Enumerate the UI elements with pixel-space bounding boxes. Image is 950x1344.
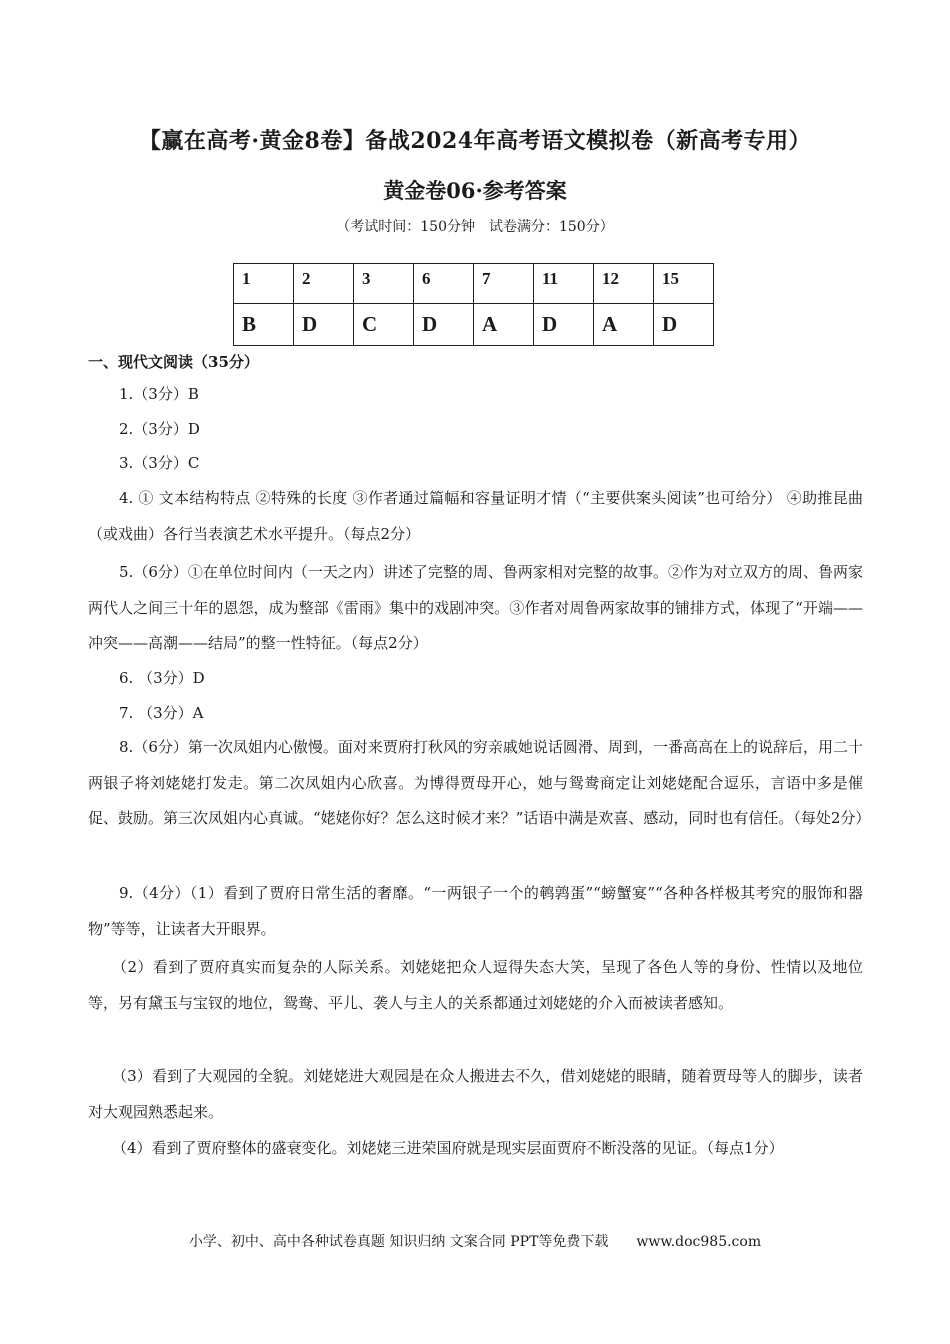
question-number-cell: 7 — [474, 264, 534, 304]
answer-item-5: 5.（6分）①在单位时间内（一天之内）讲述了完整的周、鲁两家相对完整的故事。②作为对立双方的周、鲁两家两代人之间三十年的恩怨，成为整部《雷雨》集中的戏剧冲突。③作者对周鲁两家故事的铺排方式，体现了“开端——冲突——高潮——结局”的整一性特征。（每点2分） — [88, 563, 863, 652]
question-number-cell: 1 — [234, 264, 294, 304]
answer-item-7: 7. （3分）A — [119, 704, 204, 722]
answer-cell: A — [594, 304, 654, 346]
question-number-cell: 12 — [594, 264, 654, 304]
question-number-row — [234, 264, 714, 304]
question-number-cell: 15 — [654, 264, 714, 304]
answer-item-2: 2.（3分）D — [119, 420, 200, 438]
question-number-cell: 11 — [534, 264, 594, 304]
section-heading: 一、现代文阅读（35分） — [88, 353, 259, 371]
answer-item-6: 6. （3分）D — [119, 669, 205, 687]
question-number-cell: 3 — [354, 264, 414, 304]
answer-cell: A — [474, 304, 534, 346]
answer-item-9-part-4: （4）看到了贾府整体的盛衰变化。刘姥姥三进荣国府就是现实层面贾府不断没落的见证。（每点1分） — [112, 1139, 784, 1157]
answer-item-3: 3.（3分）C — [119, 454, 200, 472]
answer-cell: D — [534, 304, 594, 346]
answer-item-9-part-3: （3）看到了大观园的全貌。刘姥姥进大观园是在众人搬进去不久，借刘姥姥的眼睛，随着贾母等人的脚步，读者对大观园熟悉起来。 — [88, 1067, 863, 1121]
answer-cell: D — [654, 304, 714, 346]
answer-row — [234, 304, 714, 346]
answer-item-9: 9.（4分）（1）看到了贾府日常生活的奢靡。“一两银子一个的鹌鹑蛋”“螃蟹宴”“各种各样极其考究的服饰和器物”等等，让读者大开眼界。 — [88, 884, 863, 938]
answer-item-4: 4. ① 文本结构特点 ②特殊的长度 ③作者通过篇幅和容量证明才情（“主要供案头阅读”也可给分） ④助推昆曲（或戏曲）各行当表演艺术水平提升。（每点2分） — [88, 489, 863, 543]
document-title: 【赢在高考·黄金8卷】备战2024年高考语文模拟卷（新高考专用） — [138, 128, 812, 154]
answer-cell: D — [294, 304, 354, 346]
document-subtitle: 黄金卷06·参考答案 — [383, 178, 567, 203]
question-number-cell: 2 — [294, 264, 354, 304]
exam-info: （考试时间：150分钟 试卷满分：150分） — [336, 219, 614, 235]
answer-item-8: 8.（6分）第一次凤姐内心傲慢。面对来贾府打秋风的穷亲戚她说话圆滑、周到，一番高高在上的说辞后，用二十两银子将刘姥姥打发走。第二次凤姐内心欣喜。为博得贾母开心，她与鸳鸯商定让刘姥姥配合逗乐，言语中多是催促、鼓励。第三次凤姐内心真诚。“姥姥你好？怎么这时候才来？”话语中满是欢喜、感动，同时也有信任。（每处2分） — [88, 738, 871, 827]
question-number-cell: 6 — [414, 264, 474, 304]
answer-table — [233, 263, 714, 346]
answer-cell: D — [414, 304, 474, 346]
answer-cell: B — [234, 304, 294, 346]
answer-cell: C — [354, 304, 414, 346]
answer-item-1: 1.（3分）B — [119, 385, 199, 403]
page-footer: 小学、初中、高中各种试卷真题 知识归纳 文案合同 PPT等免费下载 www.doc985.com — [188, 1234, 762, 1250]
answer-item-9-part-2: （2）看到了贾府真实而复杂的人际关系。刘姥姥把众人逗得失态大笑，呈现了各色人等的身份、性情以及地位等，另有黛玉与宝钗的地位，鸳鸯、平儿、袭人与主人的关系都通过刘姥姥的介入而被读者感知。 — [88, 958, 863, 1012]
